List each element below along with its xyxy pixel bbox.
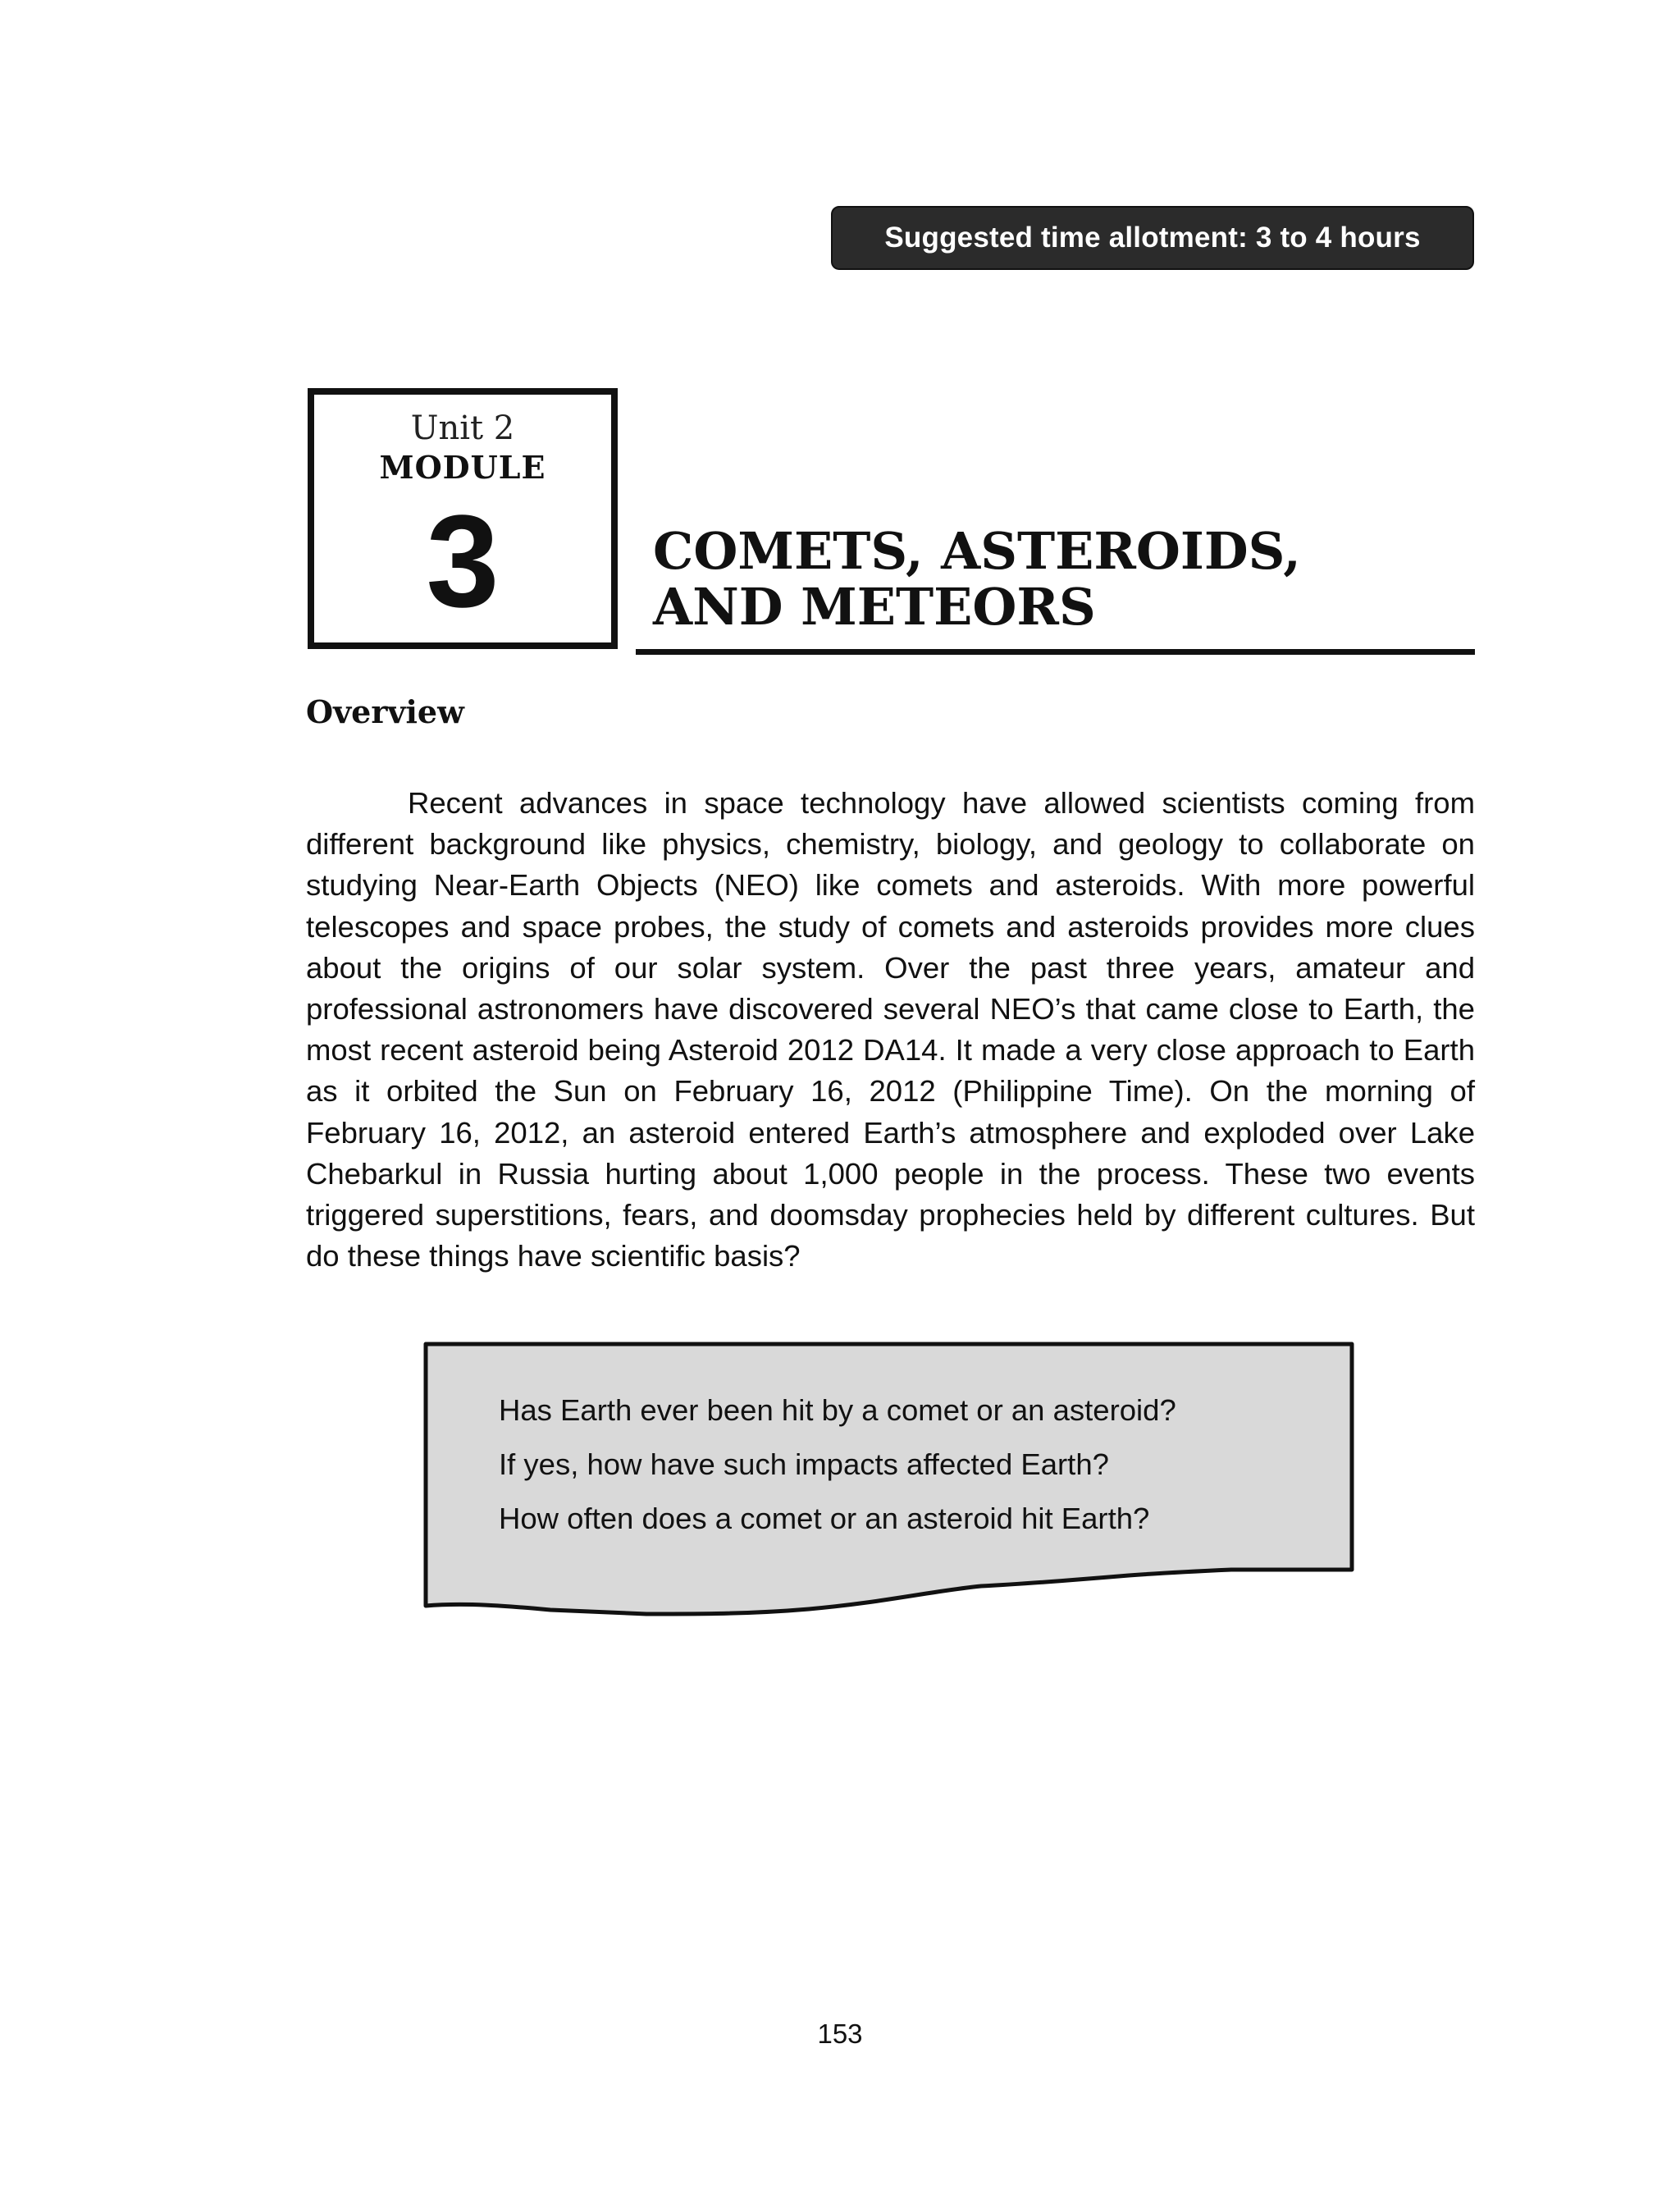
question-item: Has Earth ever been hit by a comet or an asteroid? <box>499 1393 1176 1427</box>
module-box <box>308 388 618 649</box>
question-item: How often does a comet or an asteroid hit Earth? <box>499 1502 1150 1535</box>
overview-paragraph: Recent advances in space technology have allowed scientists coming from different background like physics, chemistry, biology, and geology to collaborate on studying Near-Earth Objects (NEO) like comets and asteroids. With more powerful telescopes and space probes, the study of comets and asteroids provides more clues about the origins of our solar system. Over the past three years, amateur and professional astronomers have discovered several NEO’s that came close to Earth, the most recent asteroid being Asteroid 2012 DA14. It made a very close approach to Earth as it orbited the Sun on February 16, 2012 (Philippine Time). On the morning of February 16, 2012, an asteroid entered Earth’s atmosphere and exploded over Lake Chebarkul in Russia hurting about 1,000 people in the process. These two events triggered superstitions, fears, and doomsday prophecies held by different cultures. But do these things have scientific basis? <box>306 786 1475 1273</box>
module-unit: Unit 2 <box>410 409 515 447</box>
page-number: 153 <box>817 2019 863 2049</box>
question-item: If yes, how have such impacts affected Earth? <box>499 1447 1109 1481</box>
title-underline <box>636 649 1475 655</box>
page-title <box>653 523 1473 635</box>
title-line-2: AND METEORS <box>653 577 1096 637</box>
title-line-1: COMETS, ASTEROIDS, <box>653 521 1301 581</box>
question-box <box>423 1342 1355 1629</box>
module-label: MODULE <box>379 449 546 486</box>
question-list <box>499 1383 1176 1546</box>
overview-heading: Overview <box>306 693 464 730</box>
module-number: 3 <box>426 487 500 634</box>
time-allotment-badge: Suggested time allotment: 3 to 4 hours <box>831 206 1474 270</box>
